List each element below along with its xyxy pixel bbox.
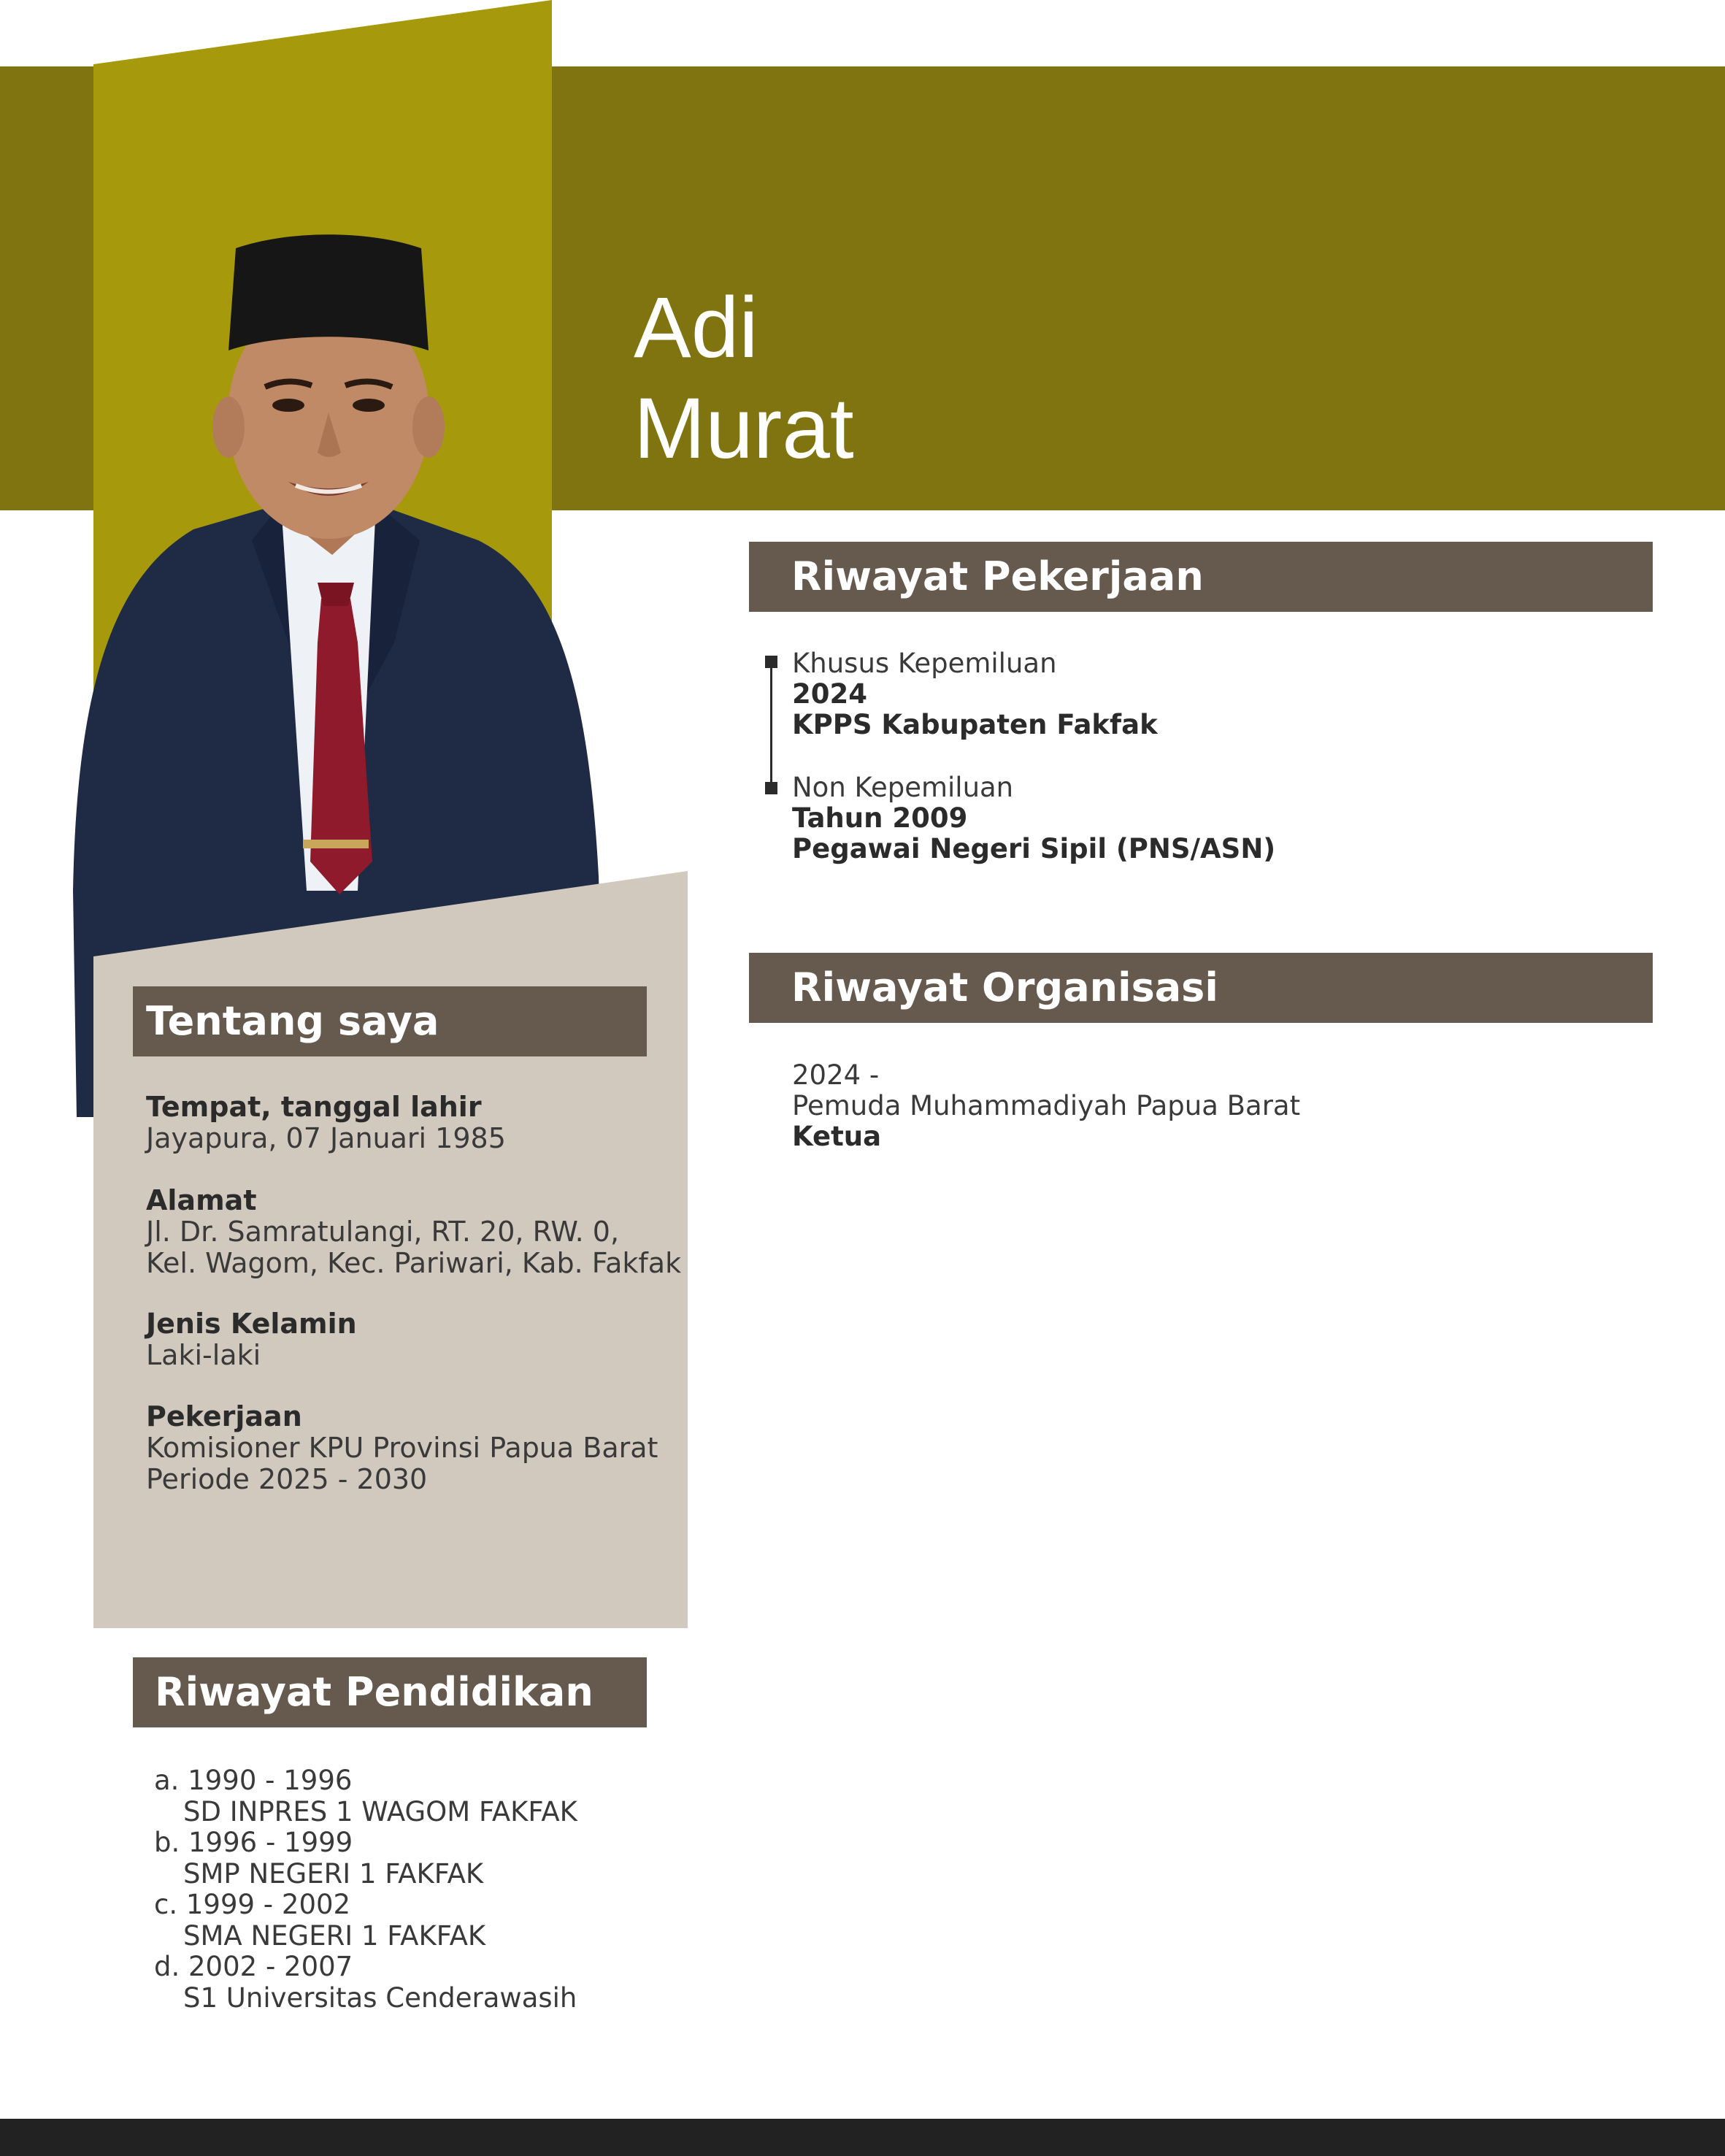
- education-marker: c.: [154, 1889, 178, 1920]
- about-label: Tempat, tanggal lahir: [146, 1091, 482, 1123]
- education-marker: b.: [154, 1827, 180, 1858]
- education-school: SD INPRES 1 WAGOM FAKFAK: [183, 1795, 577, 1827]
- work-category: Khusus Kepemiluan: [792, 648, 1057, 679]
- timeline-marker: [765, 782, 777, 794]
- about-heading: Tentang saya: [133, 986, 647, 1056]
- work-year: 2024: [792, 678, 867, 710]
- work-heading: Riwayat Pekerjaan: [749, 542, 1653, 612]
- first-name: Adi: [634, 280, 758, 376]
- education-period: 2002 - 2007: [188, 1951, 353, 1982]
- education-item: [154, 1827, 577, 1890]
- education-school: S1 Universitas Cenderawasih: [183, 1982, 577, 2014]
- education-period: 1999 - 2002: [185, 1889, 351, 1920]
- last-name: Murat: [634, 380, 854, 477]
- education-marker: a.: [154, 1765, 180, 1796]
- timeline-line: [770, 661, 772, 789]
- about-label: Jenis Kelamin: [146, 1308, 357, 1340]
- work-category: Non Kepemiluan: [792, 772, 1014, 803]
- bottom-bar: [0, 2119, 1725, 2156]
- education-school: SMP NEGERI 1 FAKFAK: [183, 1857, 484, 1890]
- about-label: Alamat: [146, 1184, 257, 1216]
- work-title: Pegawai Negeri Sipil (PNS/ASN): [792, 833, 1276, 864]
- about-item-address: [146, 1185, 681, 1279]
- work-entry: [792, 648, 1158, 740]
- about-value: Jl. Dr. Samratulangi, RT. 20, RW. 0, Kel. Wagom, Kec. Pariwari, Kab. Fakfak: [146, 1216, 682, 1279]
- about-label: Pekerjaan: [146, 1400, 302, 1432]
- education-item: [154, 1765, 577, 1827]
- work-entry: [792, 772, 1275, 864]
- profile-name: [634, 277, 854, 479]
- about-item-birth: [146, 1092, 506, 1154]
- education-period: 1996 - 1999: [188, 1827, 353, 1858]
- education-school: SMA NEGERI 1 FAKFAK: [183, 1919, 486, 1952]
- timeline-marker: [765, 656, 777, 668]
- about-value: Komisioner KPU Provinsi Papua Barat Periode 2025 - 2030: [146, 1432, 658, 1495]
- organization-role: Ketua: [792, 1121, 882, 1152]
- organization-entry: [792, 1060, 1300, 1152]
- work-year: Tahun 2009: [792, 802, 968, 834]
- education-period: 1990 - 1996: [188, 1765, 353, 1796]
- education-item: [154, 1890, 577, 1952]
- education-list: [154, 1765, 577, 2014]
- about-value: Jayapura, 07 Januari 1985: [146, 1122, 506, 1154]
- education-marker: d.: [154, 1951, 180, 1982]
- education-heading: Riwayat Pendidikan: [133, 1657, 647, 1727]
- organization-name: Pemuda Muhammadiyah Papua Barat: [792, 1090, 1301, 1121]
- about-value: Laki-laki: [146, 1339, 261, 1371]
- work-title: KPPS Kabupaten Fakfak: [792, 709, 1158, 740]
- education-item: [154, 1952, 577, 2014]
- organization-heading: Riwayat Organisasi: [749, 953, 1653, 1023]
- about-item-occupation: [146, 1401, 658, 1495]
- organization-period: 2024 -: [792, 1059, 880, 1091]
- about-item-gender: [146, 1308, 357, 1371]
